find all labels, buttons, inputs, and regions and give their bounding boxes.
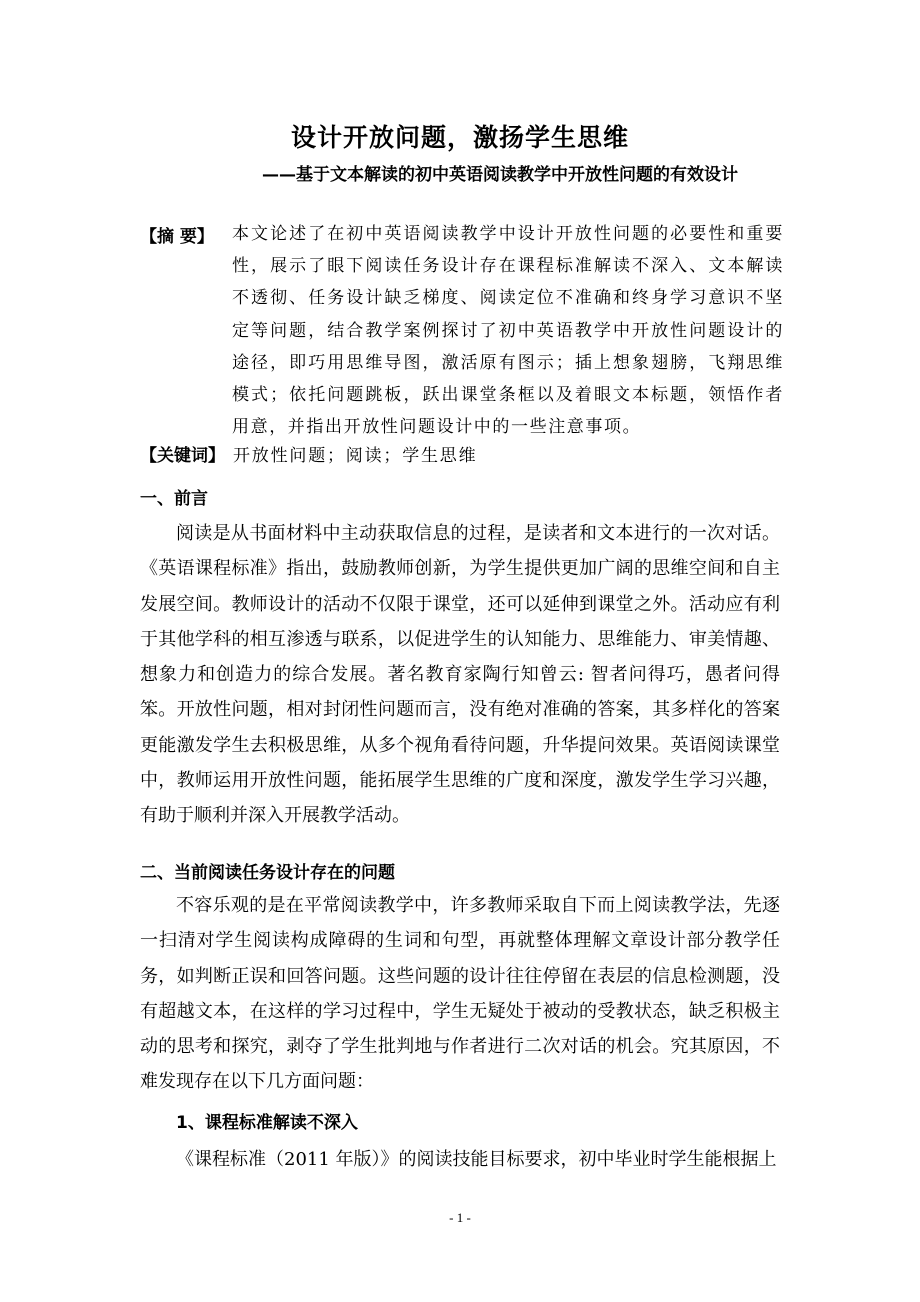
abstract-label: 【摘 要】 [140,227,214,247]
keywords-label: 【关键词】 [140,446,225,466]
introduction-paragraph: 阅读是从书面材料中主动获取信息的过程，是读者和文本进行的一次对话。《英语课程标准》指出，鼓励教师创新，为学生提供更加广阔的思维空间和自主发展空间。教师设计的活动不仅限于课堂，还可以延伸到课堂之外。活动应有利于其他学科的相互渗透与联系，以促进学生的认知能力、思维能力、审美情趣、想象力和创造力的综合发展。著名教育家陶行知曾云: 智者问得巧，愚者问得笨。开放性问题，相对封闭性问题而言，没有绝对准确的答案，其多样化的答案更能激发学生去积极思维，从多个视角看待问题，升华提问效果。英语阅读课堂中，教师运用开放性问题，能拓展学生思维的广度和深度，激发学生学习兴趣，有助于顺利并深入开展教学活动。 [140,523,780,827]
page-number: - 1 - [449,1210,471,1225]
curriculum-paragraph: 《课程标准（2011 年版）》的阅读技能目标要求，初中毕业时学生能根据上 [176,1149,777,1170]
keywords-line [140,441,477,466]
section-heading-problems: 二、当前阅读任务设计存在的问题 [140,863,395,883]
subsection-heading-curriculum: 1、课程标准解读不深入 [176,1113,358,1133]
section-heading-introduction: 一、前言 [140,489,208,509]
abstract-text: 本文论述了在初中英语阅读教学中设计开放性问题的必要性和重要性，展示了眼下阅读任务设计存在课程标准解读不深入、文本解读不透彻、任务设计缺乏梯度、阅读定位不准确和终身学习意识不坚定等问题，结合教学案例探讨了初中英语教学中开放性问题设计的途径，即巧用思维导图，激活原有图示；插上想象翅膀，飞翔思维模式；依托问题跳板，跃出课堂条框以及着眼文本标题，领悟作者用意，并指出开放性问题设计中的一些注意事项。 [232,224,784,438]
document-title: 设计开放问题，激扬学生思维 [290,123,629,152]
document-subtitle: ——基于文本解读的初中英语阅读教学中开放性问题的有效设计 [262,165,738,185]
problems-paragraph: 不容乐观的是在平常阅读教学中，许多教师采取自下而上阅读教学法，先逐一扫清对学生阅读构成障碍的生词和句型，再就整体理解文章设计部分教学任务，如判断正误和回答问题。这些问题的设计往往停留在表层的信息检测题，没有超越文本，在这样的学习过程中，学生无疑处于被动的受教状态，缺乏积极主动的思考和探究，剥夺了学生批判地与作者进行二次对话的机会。究其原因，不难发现存在以下几方面问题： [140,895,780,1093]
keywords-values: 开放性问题；阅读；学生思维 [233,446,478,466]
